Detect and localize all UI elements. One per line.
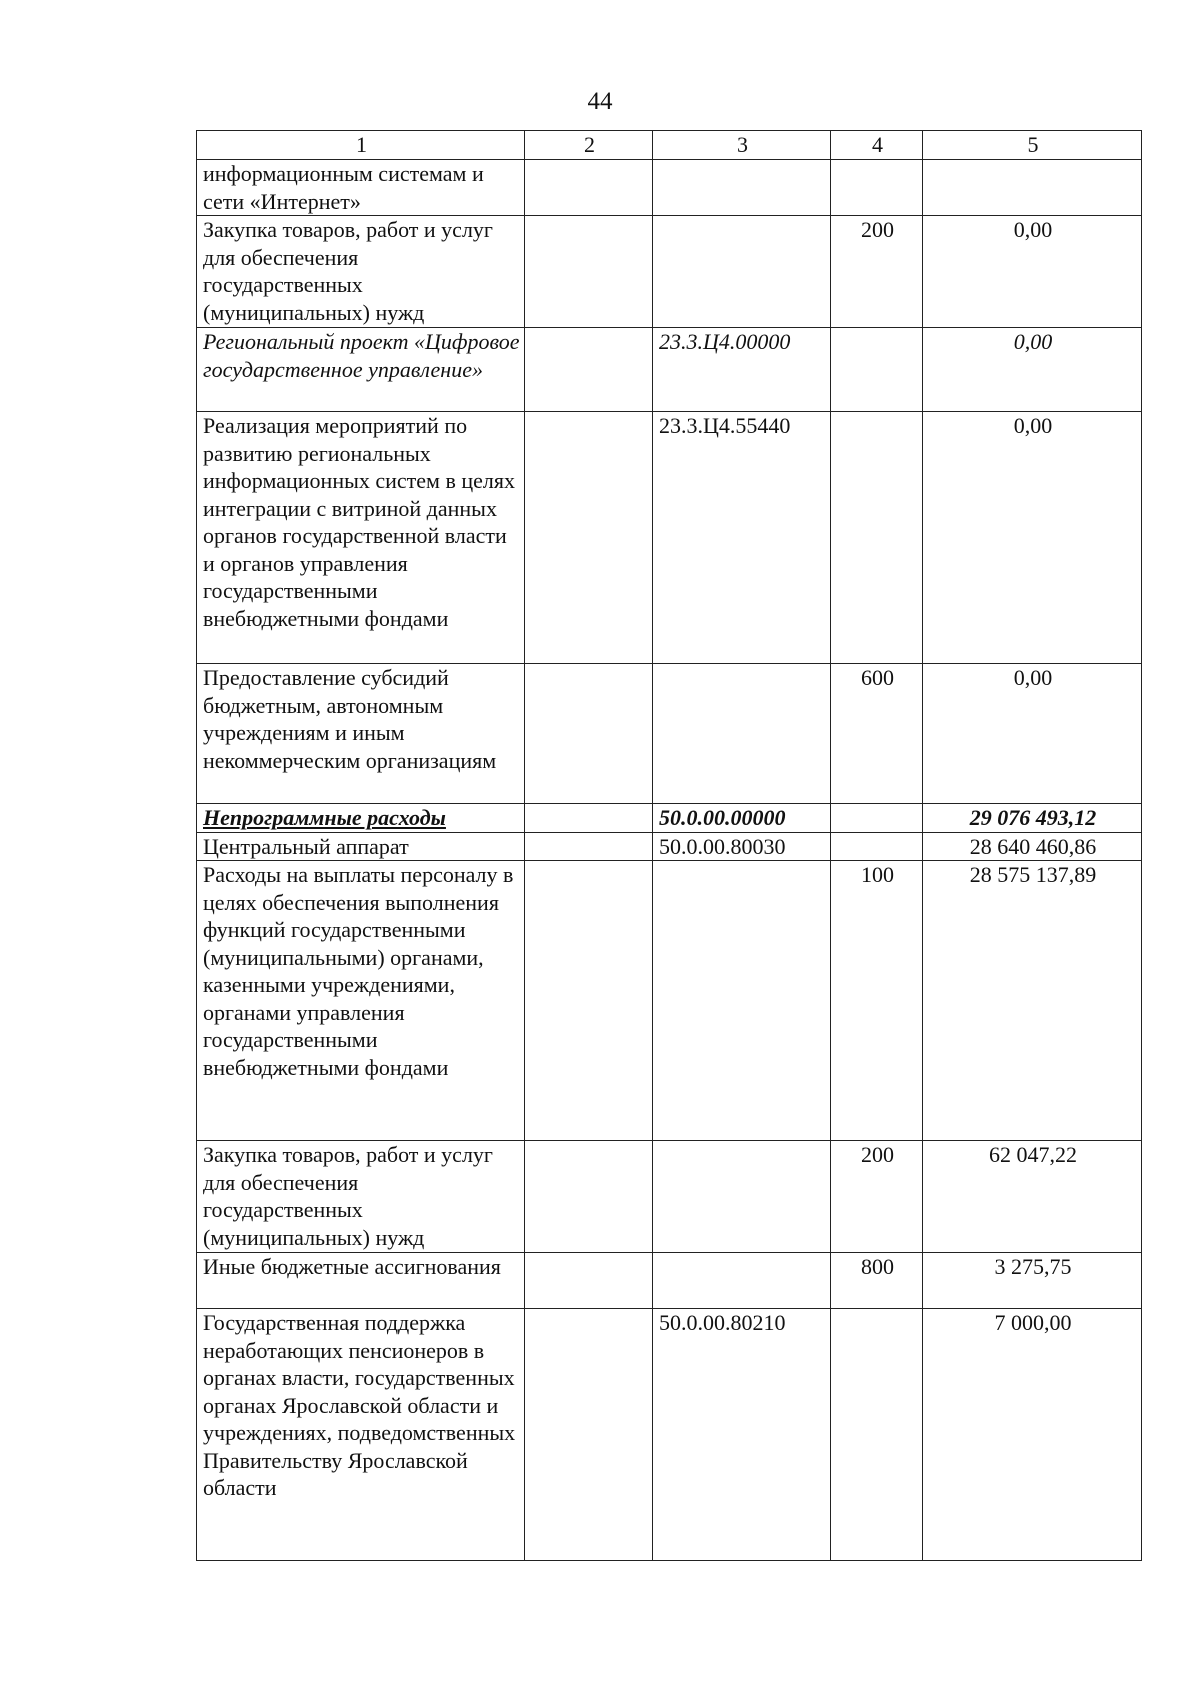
row-name: Иные бюджетные ассигнования [197,1253,525,1309]
row-expense-type [831,1309,923,1561]
table-row [197,412,1142,664]
row-amount: 29 076 493,12 [923,804,1142,833]
row-code [653,160,831,216]
row-name: Реализация мероприятий по развитию региональных информационных систем в целях интеграции с витриной данных органов государственной власти и органов управления государственными внебюджетными фондами [197,412,525,664]
header-col-5: 5 [923,131,1142,160]
row-name: Центральный аппарат [197,832,525,861]
table-row [197,1309,1142,1561]
table-row [197,664,1142,804]
row-name: информационным системам и сети «Интернет» [197,160,525,216]
row-expense-type [831,832,923,861]
row-amount: 28 640 460,86 [923,832,1142,861]
row-amount: 0,00 [923,216,1142,328]
row-expense-type: 100 [831,861,923,1141]
row-col2 [525,328,653,412]
row-amount: 28 575 137,89 [923,861,1142,1141]
row-col2 [525,216,653,328]
row-name: Закупка товаров, работ и услуг для обеспечения государственных (муниципальных) нужд [197,1141,525,1253]
row-amount: 62 047,22 [923,1141,1142,1253]
row-amount: 7 000,00 [923,1309,1142,1561]
row-col2 [525,1309,653,1561]
row-name: Расходы на выплаты персоналу в целях обеспечения выполнения функций государственными (муниципальными) органами, казенными учреждениями, органами управления государственными внебюджетными фондами [197,861,525,1141]
row-amount: 0,00 [923,328,1142,412]
table-row [197,216,1142,328]
header-col-4: 4 [831,131,923,160]
table-row [197,160,1142,216]
row-name: Государственная поддержка неработающих пенсионеров в органах власти, государственных органах Ярославской области и учреждениях, подведомственных Правительству Ярославской области [197,1309,525,1561]
row-expense-type [831,412,923,664]
row-expense-type [831,160,923,216]
row-expense-type [831,328,923,412]
row-amount: 3 275,75 [923,1253,1142,1309]
row-col2 [525,160,653,216]
row-expense-type: 800 [831,1253,923,1309]
row-name: Непрограммные расходы [197,804,525,833]
row-code: 50.0.00.00000 [653,804,831,833]
row-col2 [525,804,653,833]
row-col2 [525,664,653,804]
row-amount: 0,00 [923,412,1142,664]
header-col-2: 2 [525,131,653,160]
row-code [653,216,831,328]
table-row [197,861,1142,1141]
header-col-3: 3 [653,131,831,160]
row-expense-type: 600 [831,664,923,804]
table-row [197,832,1142,861]
row-expense-type [831,804,923,833]
row-code: 50.0.00.80030 [653,832,831,861]
header-col-1: 1 [197,131,525,160]
budget-table [196,130,1142,1561]
table-row [197,328,1142,412]
row-name: Предоставление субсидий бюджетным, автономным учреждениям и иным некоммерческим организациям [197,664,525,804]
row-code: 23.3.Ц4.00000 [653,328,831,412]
row-name: Закупка товаров, работ и услуг для обеспечения государственных (муниципальных) нужд [197,216,525,328]
row-col2 [525,412,653,664]
row-col2 [525,1253,653,1309]
row-code [653,1141,831,1253]
table-row [197,1141,1142,1253]
table-row [197,804,1142,833]
row-code: 23.3.Ц4.55440 [653,412,831,664]
row-amount: 0,00 [923,664,1142,804]
row-expense-type: 200 [831,216,923,328]
row-col2 [525,861,653,1141]
row-amount [923,160,1142,216]
row-col2 [525,832,653,861]
row-code [653,1253,831,1309]
row-code: 50.0.00.80210 [653,1309,831,1561]
row-code [653,861,831,1141]
page-number: 44 [587,88,613,115]
row-expense-type: 200 [831,1141,923,1253]
row-name: Региональный проект «Цифровое государственное управление» [197,328,525,412]
row-col2 [525,1141,653,1253]
table-row [197,1253,1142,1309]
header-row [197,131,1142,160]
row-code [653,664,831,804]
